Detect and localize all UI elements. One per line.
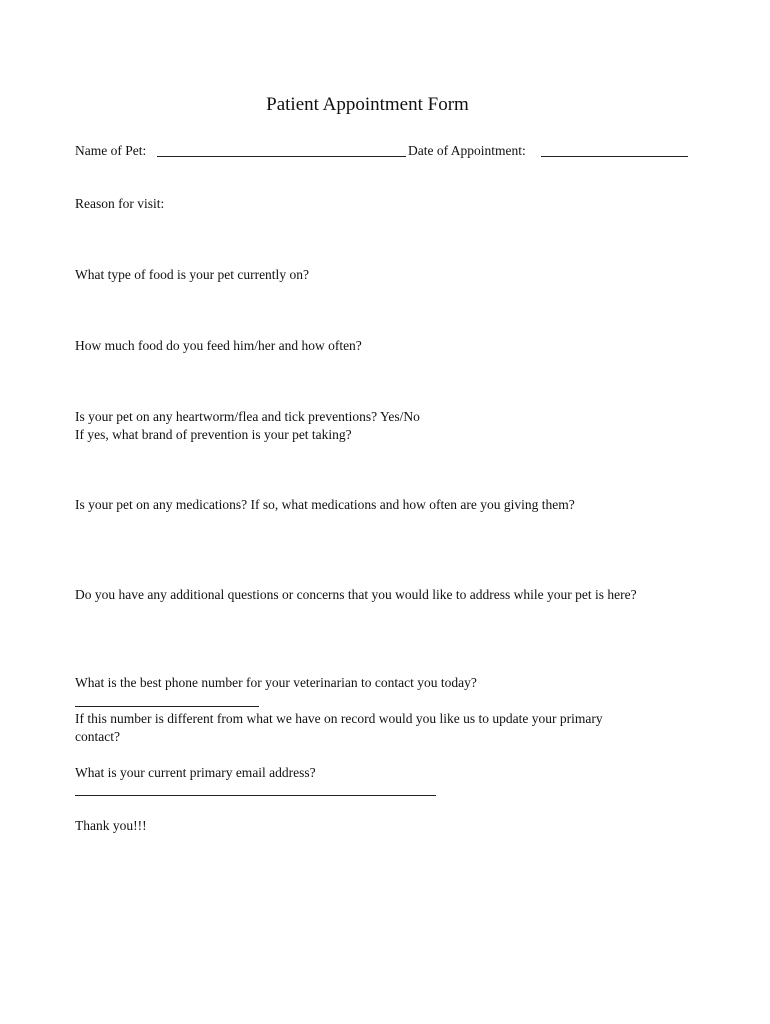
form-title: Patient Appointment Form xyxy=(266,94,469,115)
question-prevention: Is your pet on any heartworm/flea and tick preventions? Yes/No xyxy=(75,409,420,424)
question-email: What is your current primary email address? xyxy=(75,765,316,780)
email-blank[interactable] xyxy=(75,795,436,796)
question-food-type: What type of food is your pet currently on? xyxy=(75,267,309,282)
pet-name-blank[interactable] xyxy=(157,156,406,157)
question-reason: Reason for visit: xyxy=(75,196,165,211)
pet-name-label: Name of Pet: xyxy=(75,143,147,158)
question-prevention-brand: If yes, what brand of prevention is your pet taking? xyxy=(75,427,352,442)
question-phone: What is the best phone number for your veterinarian to contact you today? xyxy=(75,675,477,690)
appointment-date-blank[interactable] xyxy=(541,156,688,157)
appointment-date-label: Date of Appointment: xyxy=(408,143,526,158)
question-update-contact-line2: contact? xyxy=(75,729,120,744)
closing-text: Thank you!!! xyxy=(75,818,147,833)
question-additional: Do you have any additional questions or concerns that you would like to address while your pet is here? xyxy=(75,587,637,602)
question-update-contact-line1: If this number is different from what we have on record would you like us to update your primary xyxy=(75,711,603,726)
phone-blank[interactable] xyxy=(75,706,259,707)
question-medications: Is your pet on any medications? If so, what medications and how often are you giving them? xyxy=(75,497,575,512)
question-food-amount: How much food do you feed him/her and how often? xyxy=(75,338,362,353)
